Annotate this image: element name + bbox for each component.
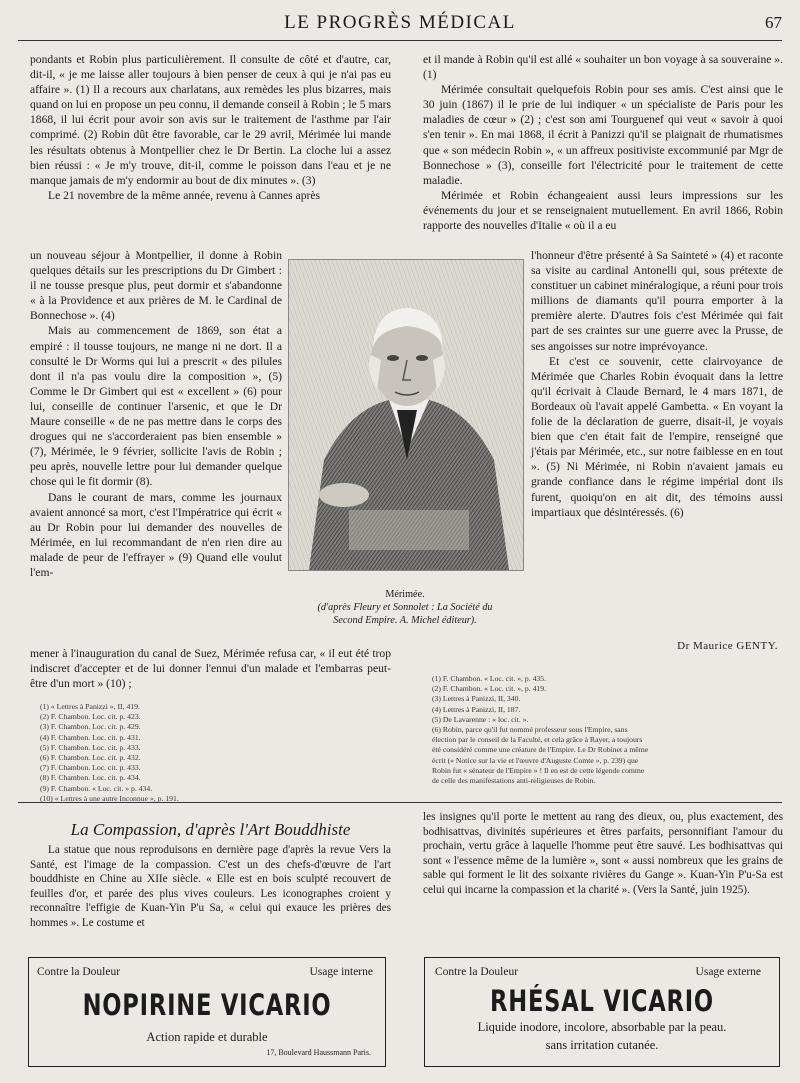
advert-rhesal xyxy=(424,957,780,1067)
portrait-caption xyxy=(288,588,522,627)
author-signature: Dr Maurice GENTY. xyxy=(677,640,778,652)
merimee-portrait xyxy=(288,259,524,571)
footnote: (8) F. Chambon. Loc. cit. p. 434. xyxy=(40,773,141,783)
footnote: (6) Robin, parce qu'il fut nommé professeur sous l'Empire, sans xyxy=(432,725,628,735)
footnote: (2) F. Chambon. « Loc. cit. », p. 419. xyxy=(432,684,547,694)
footnotes-left xyxy=(40,702,380,804)
paragraph: et il mande à Robin qu'il est allé « souhaiter un bon voyage à sa souveraine ». (1) xyxy=(423,53,783,82)
footnote: (1) F. Chambon. « Loc. cit. », p. 435. xyxy=(432,674,547,683)
ad-address: 17, Boulevard Haussmann Paris. xyxy=(266,1048,371,1057)
paragraph: pondants et Robin plus particulièrement. Il consulte de côté et d'autre, car, dit-il, « je me laisse aller toujours à bien penser de ceux à qui je n'ai pas eu affaire ». (1) Il a recours aux charlatans, aux remèdes les plus bizarres, mais quand on lui en propose un peu connu, il demande conseil à Robin ; le 5 mars 1868, il lui écrit pour avoir son avis sur le traitement de l'asthme par l'air comprimé. (2) Robin dût être favorable, car le 29 avril, Mérimée lui mande les résultats obtenus à Montpellier chez le Dr Bertin. La cloche lui a assez bien réussi : « Je m'y trouve, dit-il, comme le poisson dans l'eau et je ne manque jamais de m'y endormir au bout de dix minutes ». (3) xyxy=(30,53,391,187)
caption-source-line2: Second Empire. A. Michel éditeur). xyxy=(333,615,477,626)
paragraph: un nouveau séjour à Montpellier, il donne à Robin quelques détails sur les prescriptions du Dr Gimbert : il ne tousse presque plus, peut dormir et s'abandonne « à la Providence et aux prières de M. le Cardinal de Bonnechose ». (4) xyxy=(30,249,282,323)
portrait-engraving xyxy=(289,260,523,570)
paragraph: Et c'est ce souvenir, cette clairvoyance de Mérimée que Charles Robin évoquait dans la lettre qu'il écrivait à Claude Bernard, le 4 mars 1871, de Bordeaux où l'avait appelé Gambetta. « En voyant la folie de la déclaration de guerre, disait-il, je voyais bien que c'en était fait de l'empire, renseigné que j'étais par Mérimée, etc., sur notre faiblesse en en tout ». (5) Ni Mérimée, ni Robin n'avaient jamais eu grande confiance dans le régime impérial dont ils furent, quoiqu'on en ait dit, des témoins aussi impartiaux que désintéressés. (6) xyxy=(531,354,783,519)
ad-usage: Usage interne xyxy=(309,966,373,978)
footnote: (3) Lettres à Panizzi, II, 340. xyxy=(432,694,521,704)
footnotes-right xyxy=(432,674,782,786)
right-column-narrow xyxy=(531,248,783,520)
footnote: écrit (« Notice sur la vie et l'œuvre d'Auguste Comte », p. 239) que xyxy=(432,755,639,765)
article2-left xyxy=(30,843,391,931)
page-number: 67 xyxy=(765,13,782,32)
footnote: été considéré comme une créature de l'Empire. Le Dr Robinet a même xyxy=(432,745,649,755)
footnote: (9) F. Chambon. « Loc. cit. » p. 434. xyxy=(40,783,153,793)
paragraph: La statue que nous reproduisons en dernière page d'après la revue Vers la Santé, est l'image de la compassion. C'est un des chefs-d'œuvre de l'art bouddhiste en Chine au XIIe siècle. « Elle est en bois sculpté recouvert de feuilles d'or, et parée des plus vives couleurs. Les iconographes croient y reconnaître l'effigie de Kuan-Yin P'u Sa, « celui qui exauce les prières des hommes ». Le costume et xyxy=(30,844,391,929)
footnote: Robin fut « sénateur de l'Empire » ! Il en est de cette légende comme xyxy=(432,765,645,775)
ad-usage: Usage externe xyxy=(695,966,761,978)
footnote: (5) F. Chambon. Loc. cit. p. 433. xyxy=(40,742,141,752)
footnote: (3) F. Chambon. Loc. cit. p. 429. xyxy=(40,722,141,732)
ad-tagline: Action rapide et durable xyxy=(146,1030,268,1044)
article-title: La Compassion, d'après l'Art Bouddhiste xyxy=(70,820,351,839)
paragraph: Mérimée consultait quelquefois Robin pour ses amis. C'est ainsi que le 30 juin (1867) il le prie de lui indiquer « un spécialiste de Paris pour les maladies de cœur » (2) ; c'est son ami Tourguenef qui veut « savoir à quoi s'en tenir ». En mai 1868, il écrit à Panizzi qu'il se plaignait de rhumatismes que « son médecin Robin », « un affreux positiviste excommunié par Mgr de Bonnechose » (3), conseille fort l'électricité pour le traitement de cette maladie. xyxy=(423,83,783,187)
paragraph: les insignes qu'il porte le mettent au rang des dieux, ou, plus exactement, des bodhisattvas, divinités supérieures et êtres parfaits, personnifiant l'amour du prochain, vertu grâce à laquelle l'homme peut être sauvé. Les bodhisattvas qui sont « l'essence même de la lumière », sont « aussi nombreux que les grains de sable qui forment le lit des soixante rivières du Gange ». Kuan-Yin P'u-Sa est celui qui incarne la compassion et la charité ». (Vers la Santé, juin 1925). xyxy=(423,811,783,896)
footnote: (6) F. Chambon. Loc. cit. p. 432. xyxy=(40,753,141,763)
caption-name: Mérimée. xyxy=(385,589,425,600)
caption-source-line1: (d'après Fleury et Sonnolet : La Société du xyxy=(317,602,493,613)
footnote: (10) « Lettres à une autre Inconnue », p. 191. xyxy=(40,793,179,803)
left-column-narrow xyxy=(30,248,282,580)
section-rule xyxy=(18,802,782,803)
right-column-top xyxy=(423,52,783,233)
ad-description: Liquide inodore, incolore, absorbable par la peau. xyxy=(477,1020,727,1034)
article2-right xyxy=(423,810,783,898)
ad-description-2: sans irritation cutanée. xyxy=(545,1038,659,1052)
footnote: (7) F. Chambon. Loc. cit. p. 433. xyxy=(40,763,141,773)
footnote: (4) Lettres à Panizzi, II, 187. xyxy=(432,704,521,714)
paragraph: l'honneur d'être présenté à Sa Sainteté » (4) et raconte sa visite au cardinal Antonelli qui, sous prétexte de constituer un cabinet minéralogique, a réuni pour trois millions de diamants qu'il pourra emporter à la première alerte. D'autres fois c'est Mérimée qui fait part de ses craintes sur une guerre avec la Prusse, de ses angoisses sur notre imprévoyance. xyxy=(531,249,783,353)
paragraph: Le 21 novembre de la même année, revenu à Cannes après xyxy=(48,188,321,202)
ad-product-name: NOPIRINE VICARIO xyxy=(82,988,332,1022)
paragraph: Mérimée et Robin échangeaient aussi leurs impressions sur les événements du jour et se renseignaient mutuellement. En avril 1866, Robin rapporte des nouvelles d'Italie « où il a eu xyxy=(423,188,783,233)
header-rule xyxy=(18,40,782,41)
ad-category: Contre la Douleur xyxy=(37,966,121,978)
left-column-top xyxy=(30,52,391,203)
paragraph: Mais au commencement de 1869, son état a empiré : il tousse toujours, ne mange ni ne dort. Il a consulté le Dr Worms qui lui a prescrit « des pilules dont il n'a pas voulu dire la composition », (5) Comme le Dr Gimbert qui est « excellent » (6) pour lui, conseille de continuer l'arsenic, et que le Dr Maure conseille « de ne pas mettre dans le corps des drogues qui ne s'accorderaient pas bien ensemble » (7), Mérimée, le 9 février, sollicite l'avis de Robin ; peu après, nouvelle lettre pour lui demander quelque chose qui le fit dormir (8). xyxy=(30,324,282,489)
advert-nopirine xyxy=(28,957,386,1067)
ad-product-name: RHÉSAL VICARIO xyxy=(490,984,714,1018)
paragraph: mener à l'inauguration du canal de Suez, Mérimée refusa car, « il eut été trop indiscret d'accepter et de lui donner l'ennui d'un malade et l'embarras peut-être d'un mort » (10) ; xyxy=(30,647,391,691)
footnote: de celle des manifestations anti-religieuses de Robin. xyxy=(432,776,596,786)
footnote: élection par le conseil de la Faculté, et cela grâce à Rayer, a toujours xyxy=(432,735,643,745)
footnote: (5) De Lavarenne : « loc. cit. ». xyxy=(432,714,529,724)
journal-title: LE PROGRÈS MÉDICAL xyxy=(284,12,516,33)
footnote: (2) F. Chambon. Loc. cit. p. 423. xyxy=(40,712,141,722)
left-column-bottom xyxy=(30,646,391,691)
paragraph: Dans le courant de mars, comme les journaux avaient annoncé sa mort, c'est l'Impératrice qui écrit « au Dr Robin pour lui demander des nouvelles de Mérimée, en lui recommandant de n'en rien dire au malade de peur de l'effrayer » (9) Quand elle voulut l'em- xyxy=(30,490,282,579)
footnote: (4) F. Chambon. Loc. cit. p. 431. xyxy=(40,732,141,742)
ad-category: Contre la Douleur xyxy=(435,966,519,978)
footnote: (1) « Lettres à Panizzi », II, 419. xyxy=(40,702,140,711)
